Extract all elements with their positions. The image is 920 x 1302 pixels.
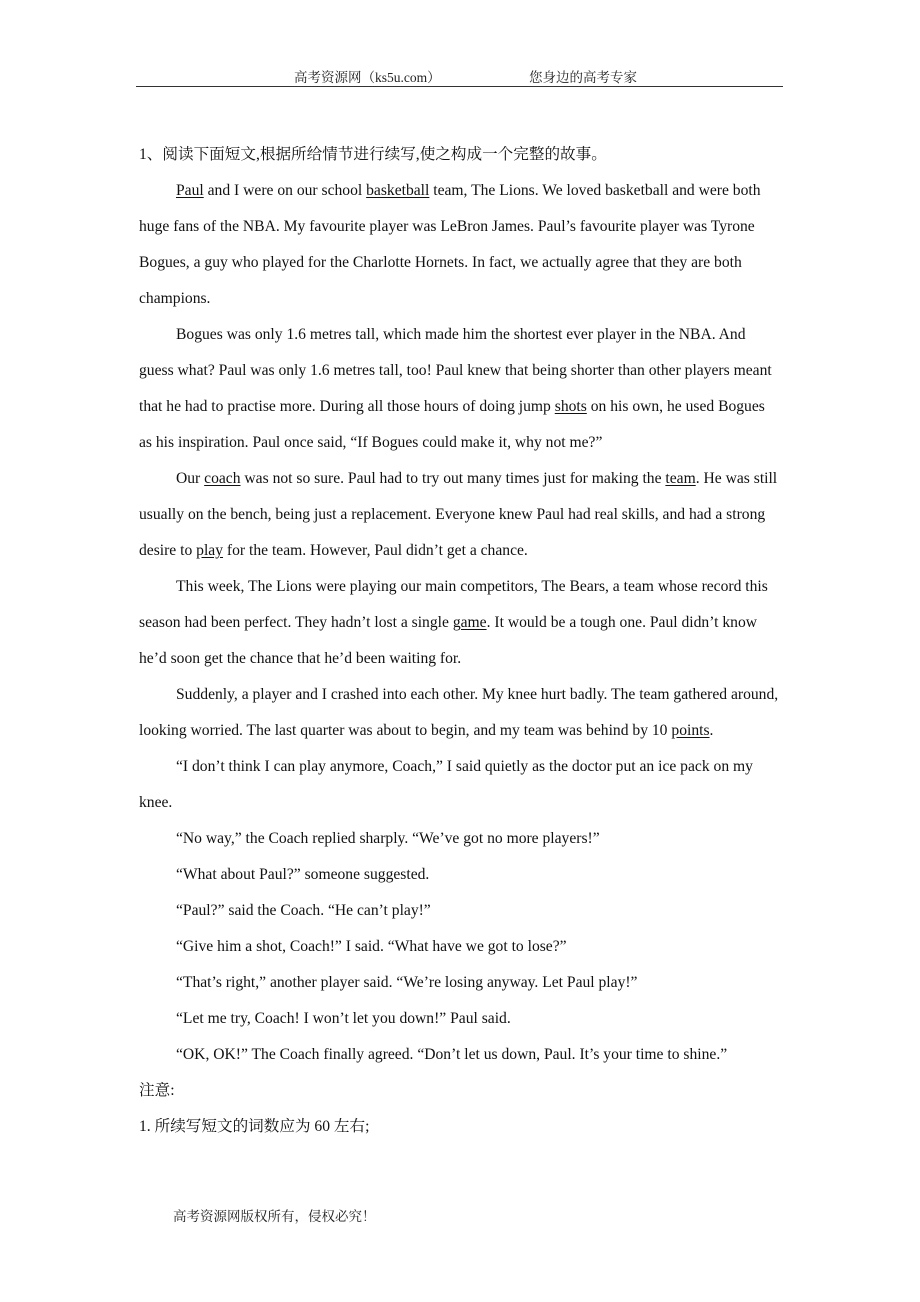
paragraph-text: was not so sure. Paul had to try out many times just for making the <box>240 470 666 487</box>
story-paragraph <box>139 1001 781 1037</box>
page-header <box>136 62 783 87</box>
notes-label: 注意: <box>139 1082 175 1099</box>
paragraph-text: “Give him a shot, Coach!” I said. “What have we got to lose?” <box>176 938 567 955</box>
paragraph-text: Bogues was only 1.6 metres tall, which made him the shortest ever player in the NBA. And guess what? Paul was only 1.6 metres tall, too! Paul knew that being shorter than other players meant that he had to practise more. During all those hours of doing jump <box>139 326 772 415</box>
story-paragraph <box>139 461 781 569</box>
story-paragraph <box>139 821 781 857</box>
story-paragraph <box>139 173 781 317</box>
paragraph-text: “What about Paul?” someone suggested. <box>176 866 430 883</box>
story-paragraph <box>139 677 781 749</box>
paragraph-text: “That’s right,” another player said. “We’re losing anyway. Let Paul play!” <box>176 974 638 991</box>
header-site-name: 高考资源网（ks5u.com） <box>294 70 441 85</box>
paragraph-text: . It would be a tough one. Paul didn’t know he’d soon get the chance that he’d been waiting for. <box>139 614 758 667</box>
paragraph-text: “No way,” the Coach replied sharply. “We’ve got no more players!” <box>176 830 600 847</box>
underlined-word: points <box>671 722 710 739</box>
paragraph-text: “Let me try, Coach! I won’t let you down!” Paul said. <box>176 1010 511 1027</box>
question-content <box>139 137 781 1145</box>
paragraph-text: . He was still usually on the bench, being just a replacement. Everyone knew Paul had real skills, and had a strong desire to <box>139 470 778 559</box>
paragraph-text: . <box>709 722 714 739</box>
story-paragraph <box>139 317 781 461</box>
page-footer: 高考资源网版权所有，侵权必究！ <box>173 1209 376 1224</box>
paragraph-text: on his own, he used Bogues as his inspiration. Paul once said, “If Bogues could make it, why not me?” <box>139 398 765 451</box>
paragraph-text: Our <box>176 470 205 487</box>
question-title: 1、阅读下面短文,根据所给情节进行续写,使之构成一个完整的故事。 <box>139 146 607 163</box>
paragraph-text: team, The Lions. We loved basketball and were both huge fans of the NBA. My favourite player was LeBron James. Paul’s favourite player was Tyrone Bogues, a guy who played for the Charlotte Hornets. In fact, we actually agree that they are both champions. <box>139 182 761 307</box>
story-paragraph <box>139 1037 781 1073</box>
paragraph-text: This week, The Lions were playing our main competitors, The Bears, a team whose record this season had been perfect. They hadn’t lost a single <box>139 578 768 631</box>
story-paragraph <box>139 569 781 677</box>
underlined-word: Paul <box>176 182 204 199</box>
story-paragraph <box>139 893 781 929</box>
paragraph-text: Suddenly, a player and I crashed into each other. My knee hurt badly. The team gathered around, looking worried. The last quarter was about to begin, and my team was behind by 10 <box>139 686 779 739</box>
underlined-word: team <box>665 470 696 487</box>
underlined-word: shots <box>554 398 587 415</box>
underlined-word: basketball <box>366 182 430 199</box>
paragraph-text: and I were on our school <box>203 182 367 199</box>
underlined-word: game <box>452 614 487 631</box>
story-paragraph <box>139 857 781 893</box>
story-paragraph <box>139 749 781 821</box>
paragraph-text: for the team. However, Paul didn’t get a chance. <box>223 542 528 559</box>
underlined-word: coach <box>204 470 241 487</box>
paragraph-text: “I don’t think I can play anymore, Coach,” I said quietly as the doctor put an ice pack on my knee. <box>139 758 753 811</box>
story-paragraph <box>139 965 781 1001</box>
header-slogan: 您身边的高考专家 <box>529 70 637 85</box>
story-paragraph <box>139 929 781 965</box>
underlined-word: play <box>196 542 224 559</box>
note-item-1: 1. 所续写短文的词数应为 60 左右; <box>139 1118 370 1135</box>
paragraph-text: “OK, OK!” The Coach finally agreed. “Don’t let us down, Paul. It’s your time to shine.” <box>176 1046 728 1063</box>
story-text <box>139 173 781 1073</box>
paragraph-text: “Paul?” said the Coach. “He can’t play!” <box>176 902 431 919</box>
